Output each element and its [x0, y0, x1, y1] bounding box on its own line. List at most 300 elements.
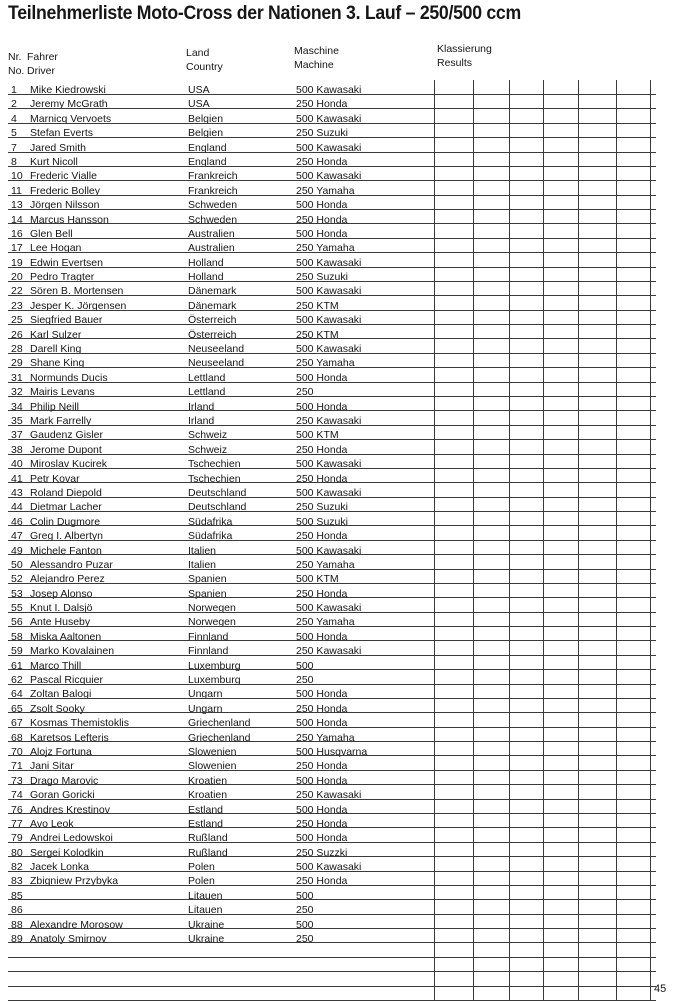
- row-number: 68: [11, 731, 23, 744]
- row-divider: [8, 640, 656, 641]
- row-divider: [8, 108, 656, 109]
- row-divider: [8, 813, 656, 814]
- driver-name: Greg I. Albertyn: [30, 530, 103, 543]
- results-column-divider: [509, 80, 510, 1001]
- machine: 250 Yamaha: [296, 242, 355, 255]
- header-nr-de: Nr.: [8, 51, 22, 63]
- machine: 500 Kawasaki: [296, 141, 362, 154]
- row-divider: [8, 238, 656, 239]
- row-number: 73: [11, 774, 23, 787]
- row-divider: [8, 324, 656, 325]
- row-number: 47: [11, 530, 23, 543]
- row-number: 16: [11, 227, 23, 240]
- country: Südafrika: [188, 530, 233, 543]
- row-number: 52: [11, 573, 23, 586]
- machine: 500 Kawasaki: [296, 486, 362, 499]
- results-column-divider: [616, 80, 617, 1001]
- driver-name: Edwin Evertsen: [30, 256, 103, 269]
- country: Spanien: [188, 573, 227, 586]
- machine: 250 Yamaha: [296, 558, 355, 571]
- row-divider: [8, 468, 656, 469]
- row-divider: [8, 367, 656, 368]
- row-divider: [8, 382, 656, 383]
- row-number: 82: [11, 861, 23, 874]
- driver-name: Jani Sitar: [30, 760, 74, 773]
- driver-name: Sergei Kolodkin: [30, 846, 104, 859]
- row-number: 83: [11, 875, 23, 888]
- row-number: 77: [11, 817, 23, 830]
- page-title: Teilnehmerliste Moto-Cross der Nationen 3. Lauf – 250/500 ccm: [8, 3, 521, 24]
- machine: 500: [296, 889, 314, 902]
- machine: 250 Honda: [296, 98, 348, 111]
- country: Finnland: [188, 630, 229, 643]
- row-number: 79: [11, 832, 23, 845]
- machine: 500 Honda: [296, 630, 348, 643]
- country: Ungarn: [188, 688, 223, 701]
- row-divider: [8, 597, 656, 598]
- country: Belgien: [188, 112, 224, 125]
- machine: 500 Kawasaki: [296, 602, 362, 615]
- machine: 250 Honda: [296, 817, 348, 830]
- row-number: 44: [11, 501, 23, 514]
- machine: 500 Honda: [296, 227, 348, 240]
- row-divider: [8, 511, 656, 512]
- driver-name: Karetsos Lefteris: [30, 731, 109, 744]
- driver-name: Josep Alonso: [30, 587, 93, 600]
- header-country-en: Country: [186, 61, 223, 73]
- row-divider: [8, 871, 656, 872]
- country: Schweiz: [188, 429, 228, 442]
- row-number: 34: [11, 400, 23, 413]
- row-number: 23: [11, 299, 23, 312]
- driver-name: Anatoly Smirnov: [30, 933, 107, 946]
- driver-name: Zbigniew Przybyka: [30, 875, 119, 888]
- row-number: 7: [11, 141, 17, 154]
- row-divider: [8, 454, 656, 455]
- row-divider: [8, 770, 656, 771]
- row-number: 8: [11, 155, 17, 168]
- row-number: 13: [11, 199, 23, 212]
- machine: 500 Honda: [296, 371, 348, 384]
- machine: 500: [296, 659, 314, 672]
- machine: 250: [296, 933, 314, 946]
- row-number: 2: [11, 98, 17, 111]
- machine: 250 Yamaha: [296, 357, 355, 370]
- country: Schweden: [188, 213, 238, 226]
- row-divider: [8, 727, 656, 728]
- machine: 500 Kawasaki: [296, 458, 362, 471]
- row-divider: [8, 669, 656, 670]
- driver-name: Marnicq Vervoets: [30, 112, 112, 125]
- country: Schweden: [188, 199, 238, 212]
- row-divider: [8, 928, 656, 929]
- row-divider: [8, 123, 656, 124]
- driver-name: Alejandro Perez: [30, 573, 105, 586]
- row-divider: [8, 856, 656, 857]
- machine: 500 KTM: [296, 573, 339, 586]
- row-divider: [8, 223, 656, 224]
- driver-name: Stefan Everts: [30, 127, 94, 140]
- row-number: 76: [11, 803, 23, 816]
- row-divider: [8, 842, 656, 843]
- driver-name: Glen Bell: [30, 227, 73, 240]
- row-divider: [8, 180, 656, 181]
- country: Luxemburg: [188, 674, 241, 687]
- driver-name: Andres Krestinov: [30, 803, 110, 816]
- driver-name: Mairis Levans: [30, 386, 95, 399]
- row-number: 35: [11, 414, 23, 427]
- row-divider: [8, 310, 656, 311]
- row-number: 31: [11, 371, 23, 384]
- machine: 500: [296, 918, 314, 931]
- driver-name: Dietmar Lacher: [30, 501, 102, 514]
- driver-name: Alexandre Morosow: [30, 918, 123, 931]
- row-number: 5: [11, 127, 17, 140]
- machine: 250 Honda: [296, 155, 348, 168]
- row-number: 4: [11, 112, 17, 125]
- driver-name: Kurt Nicoll: [30, 155, 78, 168]
- page-number: 45: [654, 983, 667, 995]
- row-number: 67: [11, 717, 23, 730]
- driver-name: Alessandro Puzar: [30, 558, 113, 571]
- driver-name: Jesper K. Jörgensen: [30, 299, 127, 312]
- machine: 500 Kawasaki: [296, 112, 362, 125]
- country: Slowenien: [188, 745, 237, 758]
- driver-name: Alojz Fortuna: [30, 745, 92, 758]
- machine: 500 Kawasaki: [296, 861, 362, 874]
- row-divider: [8, 626, 656, 627]
- machine: 500 Honda: [296, 832, 348, 845]
- machine: 500 Kawasaki: [296, 84, 362, 96]
- country: Deutschland: [188, 501, 247, 514]
- row-divider: [8, 94, 656, 95]
- driver-name: Pedro Tragter: [30, 271, 95, 284]
- row-divider: [8, 986, 656, 987]
- machine: 500 Kawasaki: [296, 170, 362, 183]
- country: Lettland: [188, 386, 226, 399]
- machine: 250 Yamaha: [296, 184, 355, 197]
- row-divider: [8, 755, 656, 756]
- country: Neuseeland: [188, 357, 245, 370]
- row-number: 58: [11, 630, 23, 643]
- row-number: 86: [11, 904, 23, 917]
- row-divider: [8, 439, 656, 440]
- driver-name: Jerome Dupont: [30, 443, 102, 456]
- row-divider: [8, 885, 656, 886]
- row-divider: [8, 899, 656, 900]
- driver-name: Petr Kovar: [30, 472, 80, 485]
- row-divider: [8, 741, 656, 742]
- driver-name: Ante Huseby: [30, 616, 91, 629]
- country: Deutschland: [188, 486, 247, 499]
- driver-name: Sören B. Mortensen: [30, 285, 124, 298]
- country: Litauen: [188, 904, 223, 917]
- driver-name: Normunds Ducis: [30, 371, 108, 384]
- row-number: 19: [11, 256, 23, 269]
- row-divider: [8, 827, 656, 828]
- driver-name: Kosmas Themistoklis: [30, 717, 130, 730]
- driver-name: Philip Neill: [30, 400, 80, 413]
- row-number: 64: [11, 688, 23, 701]
- machine: 500 Honda: [296, 774, 348, 787]
- country: Österreich: [188, 314, 237, 327]
- row-number: 25: [11, 314, 23, 327]
- machine: 250 Honda: [296, 760, 348, 773]
- country: Neuseeland: [188, 343, 245, 356]
- country: Tschechien: [188, 458, 241, 471]
- country: Griechenland: [188, 717, 251, 730]
- driver-name: Andrei Ledowskoi: [30, 832, 113, 845]
- header-results: [437, 42, 492, 70]
- results-column-divider: [578, 80, 579, 1001]
- machine: 250: [296, 386, 314, 399]
- row-divider: [8, 957, 656, 958]
- country: Luxemburg: [188, 659, 241, 672]
- machine: 500 Kawasaki: [296, 544, 362, 557]
- results-column-divider: [543, 80, 544, 1001]
- driver-name: Jacek Lonka: [30, 861, 89, 874]
- driver-name: Frederic Vialle: [30, 170, 97, 183]
- row-divider: [8, 410, 656, 411]
- row-number: 88: [11, 918, 23, 931]
- machine: 250 KTM: [296, 299, 339, 312]
- header-results-en: Results: [437, 57, 473, 69]
- country: USA: [188, 98, 210, 111]
- header-country: [186, 46, 223, 74]
- row-number: 17: [11, 242, 23, 255]
- country: Österreich: [188, 328, 237, 341]
- row-number: 74: [11, 789, 23, 802]
- machine: 500 Husqvarna: [296, 745, 368, 758]
- country: Tschechien: [188, 472, 241, 485]
- row-divider: [8, 195, 656, 196]
- machine: 250 Honda: [296, 587, 348, 600]
- driver-name: Marko Kovalainen: [30, 645, 115, 658]
- machine: 250 Honda: [296, 530, 348, 543]
- driver-name: Siegfried Bauer: [30, 314, 103, 327]
- country: Italien: [188, 544, 217, 557]
- driver-name: Lee Hogan: [30, 242, 82, 255]
- country: Belgien: [188, 127, 224, 140]
- machine: 250 Honda: [296, 875, 348, 888]
- country: Norwegen: [188, 602, 236, 615]
- machine: 500 Honda: [296, 688, 348, 701]
- country: Litauen: [188, 889, 223, 902]
- row-number: 37: [11, 429, 23, 442]
- row-divider: [8, 267, 656, 268]
- machine: 500 Honda: [296, 199, 348, 212]
- row-divider: [8, 569, 656, 570]
- driver-name: Drago Marovic: [30, 774, 99, 787]
- row-number: 80: [11, 846, 23, 859]
- driver-name: Pascal Ricquier: [30, 674, 103, 687]
- country: Italien: [188, 558, 217, 571]
- driver-name: Gaudenz Gisler: [30, 429, 103, 442]
- row-number: 43: [11, 486, 23, 499]
- country: Estland: [188, 803, 224, 816]
- machine: 500 Honda: [296, 803, 348, 816]
- country: Südafrika: [188, 515, 233, 528]
- country: Frankreich: [188, 184, 238, 197]
- row-divider: [8, 914, 656, 915]
- row-number: 50: [11, 558, 23, 571]
- country: England: [188, 155, 227, 168]
- machine: 250 Honda: [296, 213, 348, 226]
- participant-table: [0, 81, 674, 988]
- header-country-de: Land: [186, 47, 210, 59]
- header-nr: [8, 50, 24, 78]
- country: Polen: [188, 875, 215, 888]
- row-divider: [8, 396, 656, 397]
- row-number: 53: [11, 587, 23, 600]
- row-divider: [8, 712, 656, 713]
- row-divider: [8, 942, 656, 943]
- row-divider: [8, 295, 656, 296]
- country: Irland: [188, 414, 215, 427]
- row-divider: [8, 684, 656, 685]
- row-divider: [8, 655, 656, 656]
- row-divider: [8, 554, 656, 555]
- results-column-divider: [473, 80, 474, 1001]
- row-number: 1: [11, 84, 17, 96]
- row-number: 26: [11, 328, 23, 341]
- results-column-divider: [434, 80, 435, 1001]
- machine: 500 Kawasaki: [296, 285, 362, 298]
- country: Irland: [188, 400, 215, 413]
- machine: 250 Suzuki: [296, 127, 348, 140]
- country: Finnland: [188, 645, 229, 658]
- country: Rußland: [188, 832, 228, 845]
- driver-name: Michele Fanton: [30, 544, 102, 557]
- country: Holland: [188, 271, 224, 284]
- driver-name: Roland Diepold: [30, 486, 102, 499]
- machine: 250 Kawasaki: [296, 789, 362, 802]
- country: Kroatien: [188, 774, 228, 787]
- row-divider: [8, 166, 656, 167]
- machine: 500 Suzuki: [296, 515, 348, 528]
- driver-name: Frederic Bolley: [30, 184, 101, 197]
- row-number: 59: [11, 645, 23, 658]
- machine: 250 Honda: [296, 702, 348, 715]
- country: Rußland: [188, 846, 228, 859]
- header-driver-en: Driver: [27, 65, 55, 77]
- driver-name: Miska Aaltonen: [30, 630, 102, 643]
- header-machine: [294, 44, 339, 72]
- row-divider: [8, 497, 656, 498]
- driver-name: Jörgen Nilsson: [30, 199, 100, 212]
- row-divider: [8, 353, 656, 354]
- row-number: 40: [11, 458, 23, 471]
- row-divider: [8, 971, 656, 972]
- row-number: 38: [11, 443, 23, 456]
- driver-name: Colin Dugmore: [30, 515, 101, 528]
- header-driver-de: Fahrer: [27, 51, 58, 63]
- row-number: 89: [11, 933, 23, 946]
- driver-name: Shane King: [30, 357, 85, 370]
- row-number: 55: [11, 602, 23, 615]
- country: Slowenien: [188, 760, 237, 773]
- country: Dänemark: [188, 285, 237, 298]
- row-divider: [8, 540, 656, 541]
- driver-name: Zsolt Sooky: [30, 702, 85, 715]
- machine: 250 Honda: [296, 472, 348, 485]
- machine: 250: [296, 674, 314, 687]
- country: Lettland: [188, 371, 226, 384]
- row-divider: [8, 612, 656, 613]
- row-divider: [8, 425, 656, 426]
- header-machine-de: Maschine: [294, 45, 339, 57]
- machine: 250 Suzuki: [296, 271, 348, 284]
- machine: 250 Yamaha: [296, 731, 355, 744]
- header-results-de: Klassierung: [437, 43, 492, 55]
- country: England: [188, 141, 227, 154]
- row-number: 41: [11, 472, 23, 485]
- country: Australien: [188, 242, 235, 255]
- row-divider: [8, 698, 656, 699]
- row-number: 49: [11, 544, 23, 557]
- machine: 250 Kawasaki: [296, 414, 362, 427]
- country: USA: [188, 84, 210, 96]
- row-divider: [8, 252, 656, 253]
- row-number: 32: [11, 386, 23, 399]
- row-number: 85: [11, 889, 23, 902]
- country: Norwegen: [188, 616, 236, 629]
- machine: 250 Honda: [296, 443, 348, 456]
- header-driver: [27, 50, 58, 78]
- country: Frankreich: [188, 170, 238, 183]
- driver-name: Avo Leok: [30, 817, 74, 830]
- row-divider: [8, 281, 656, 282]
- country: Estland: [188, 817, 224, 830]
- country: Ukraine: [188, 933, 225, 946]
- country: Ungarn: [188, 702, 223, 715]
- row-number: 61: [11, 659, 23, 672]
- row-number: 70: [11, 745, 23, 758]
- country: Ukraine: [188, 918, 225, 931]
- row-divider: [8, 784, 656, 785]
- row-divider: [8, 482, 656, 483]
- driver-name: Marco Thill: [30, 659, 82, 672]
- row-divider: [8, 338, 656, 339]
- row-number: 71: [11, 760, 23, 773]
- machine: 500 Kawasaki: [296, 343, 362, 356]
- row-number: 62: [11, 674, 23, 687]
- header-machine-en: Machine: [294, 59, 334, 71]
- driver-name: Goran Goricki: [30, 789, 95, 802]
- driver-name: Jeremy McGrath: [30, 98, 108, 111]
- driver-name: Zoltan Balogi: [30, 688, 92, 701]
- country: Australien: [188, 227, 235, 240]
- driver-name: Miroslav Kucirek: [30, 458, 108, 471]
- driver-name: Mike Kiedrowski: [30, 84, 106, 96]
- row-divider: [8, 799, 656, 800]
- row-divider: [8, 209, 656, 210]
- row-number: 56: [11, 616, 23, 629]
- row-divider: [8, 525, 656, 526]
- country: Dänemark: [188, 299, 237, 312]
- row-number: 11: [11, 184, 22, 197]
- machine: 500 Honda: [296, 717, 348, 730]
- machine: 500 Kawasaki: [296, 314, 362, 327]
- row-divider: [8, 137, 656, 138]
- machine: 250 Yamaha: [296, 616, 355, 629]
- row-number: 65: [11, 702, 23, 715]
- country: Schweiz: [188, 443, 228, 456]
- driver-name: Mark Farrelly: [30, 414, 92, 427]
- driver-name: Knut I. Dalsjö: [30, 602, 93, 615]
- machine: 500 Kawasaki: [296, 256, 362, 269]
- machine: 250: [296, 904, 314, 917]
